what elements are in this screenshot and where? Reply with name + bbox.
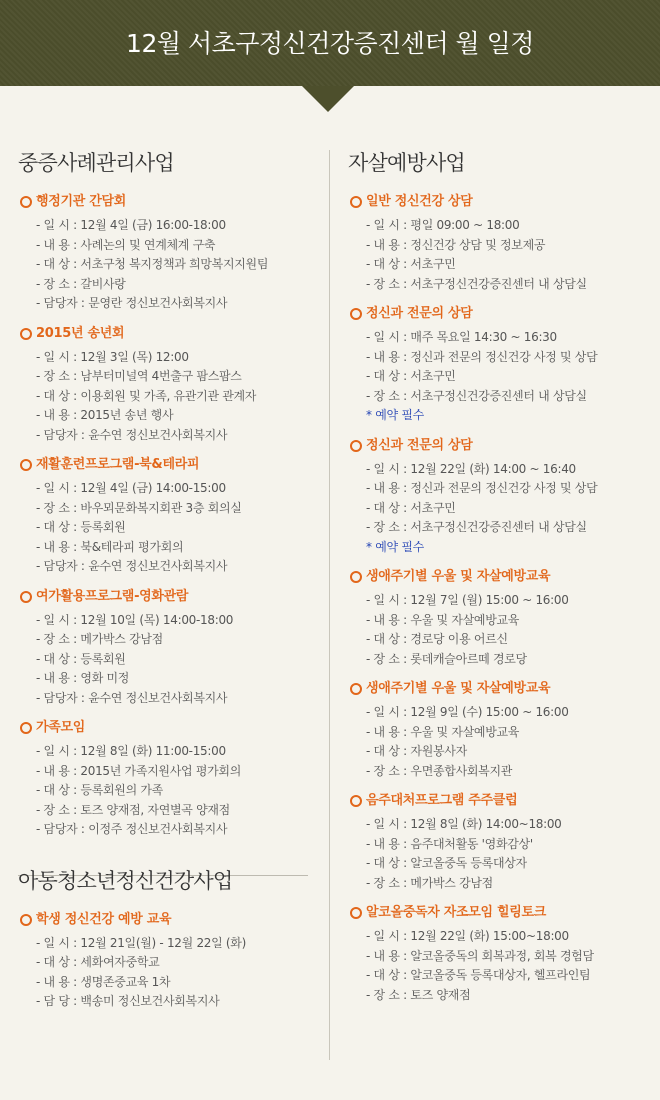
detail-line: - 담당자 : 윤수연 정신보건사회복지사 <box>36 427 228 442</box>
right-column <box>348 148 648 1015</box>
schedule-item <box>348 304 648 426</box>
detail-line: - 담당자 : 문영란 정신보건사회복지사 <box>36 296 228 310</box>
detail-line: - 장 소 : 갈비사랑 <box>36 276 126 291</box>
section-title: 자살예방사업 <box>348 151 465 175</box>
detail-line: - 대 상 : 서초구민 <box>366 369 456 383</box>
detail-line: - 일 시 : 12월 22일 (화) 14:00 ~ 16:40 <box>366 461 576 476</box>
circle-bullet-icon <box>350 795 362 807</box>
detail-line: - 일 시 : 12월 8일 (화) 14:00~18:00 <box>366 817 562 831</box>
detail-line: - 담당자 : 이정주 정신보건사회복지사 <box>36 822 228 836</box>
event-details <box>348 927 648 1005</box>
circle-bullet-icon <box>350 308 362 320</box>
detail-line: - 담당자 : 윤수연 정신보건사회복지사 <box>36 690 228 705</box>
event-details <box>18 216 310 314</box>
detail-line: - 일 시 : 12월 4일 (금) 14:00-15:00 <box>36 481 226 495</box>
event-details <box>348 328 648 426</box>
detail-line: - 내 용 : 정신과 전문의 정신건강 사정 및 상담 <box>366 349 598 364</box>
circle-bullet-icon <box>20 196 32 208</box>
event-title: 음주대처프로그램 주주클럽 <box>348 791 648 813</box>
event-title: 알코올중독자 자조모임 힐링토크 <box>348 903 648 925</box>
event-details <box>18 479 310 577</box>
schedule-item <box>348 192 648 294</box>
detail-line: - 장 소 : 메가박스 강남점 <box>36 632 163 646</box>
event-details <box>18 742 310 840</box>
detail-line: - 내 용 : 음주대처활동 '영화감상' <box>366 836 533 851</box>
event-details <box>348 591 648 669</box>
detail-line: - 담 당 : 백송미 정신보건사회복지사 <box>36 994 220 1008</box>
schedule-item <box>348 567 648 669</box>
detail-line: - 일 시 : 12월 9일 (수) 15:00 ~ 16:00 <box>366 705 569 719</box>
detail-line: - 내 용 : 사례논의 및 연계체계 구축 <box>36 237 216 252</box>
detail-line: - 일 시 : 12월 4일 (금) 16:00-18:00 <box>36 218 226 232</box>
detail-line: - 일 시 : 매주 목요일 14:30 ~ 16:30 <box>366 330 557 344</box>
detail-line: - 장 소 : 우면종합사회복지관 <box>366 763 513 778</box>
detail-line: - 일 시 : 12월 21일(월) - 12월 22일 (화) <box>36 935 246 950</box>
reservation-note: * 예약 필수 <box>366 539 424 554</box>
detail-line: - 대 상 : 알코올중독 등록대상자, 헬프라인팀 <box>366 968 591 982</box>
detail-line: - 장 소 : 토즈 양재점 <box>366 987 471 1002</box>
event-details <box>348 703 648 781</box>
schedule-item <box>348 436 648 558</box>
event-details <box>18 611 310 709</box>
event-title: 가족모임 <box>18 718 310 740</box>
circle-bullet-icon <box>350 683 362 695</box>
event-title: 생애주기별 우울 및 자살예방교육 <box>348 679 648 701</box>
detail-line: - 장 소 : 서초구정신건강증진센터 내 상담실 <box>366 276 587 291</box>
circle-bullet-icon <box>20 328 32 340</box>
detail-line: - 일 시 : 12월 8일 (화) 11:00-15:00 <box>36 744 226 758</box>
detail-line: - 대 상 : 자원봉사자 <box>366 744 467 758</box>
detail-line: - 대 상 : 서초구민 <box>366 257 456 271</box>
event-title: 2015년 송년회 <box>18 324 310 346</box>
detail-line: - 장 소 : 바우뫼문화복지회관 3층 회의실 <box>36 500 242 515</box>
detail-line: - 내 용 : 생명존중교육 1차 <box>36 974 171 989</box>
page-title: 12월 서초구정신건강증진센터 월 일정 <box>126 29 534 58</box>
event-title: 행정기관 간담회 <box>18 192 310 214</box>
detail-line: - 대 상 : 알코올중독 등록대상자 <box>366 856 527 870</box>
detail-line: - 대 상 : 이용회원 및 가족, 유관기관 관계자 <box>36 388 257 403</box>
detail-line: - 내 용 : 2015년 가족지원사업 평가회의 <box>36 763 241 778</box>
detail-line: - 장 소 : 서초구정신건강증진센터 내 상담실 <box>366 388 587 403</box>
detail-line: - 내 용 : 북&테라피 평가회의 <box>36 539 184 554</box>
detail-line: - 일 시 : 12월 10일 (목) 14:00-18:00 <box>36 612 234 627</box>
circle-bullet-icon <box>350 571 362 583</box>
schedule-item <box>18 910 310 1012</box>
detail-line: - 대 상 : 등록회원 <box>36 651 126 666</box>
detail-line: - 대 상 : 등록회원의 가족 <box>36 783 163 797</box>
detail-line: - 장 소 : 메가박스 강남점 <box>366 875 493 890</box>
schedule-item <box>18 455 310 577</box>
schedule-item <box>18 192 310 314</box>
schedule-item <box>348 679 648 781</box>
detail-line: - 대 상 : 세화여자중학교 <box>36 955 160 969</box>
circle-bullet-icon <box>350 196 362 208</box>
circle-bullet-icon <box>20 591 32 603</box>
detail-line: - 대 상 : 경로당 이용 어르신 <box>366 632 508 646</box>
detail-line: - 대 상 : 서초구민 <box>366 500 456 515</box>
detail-line: - 장 소 : 토즈 양재점, 자연별곡 양재점 <box>36 802 230 817</box>
detail-line: - 내 용 : 정신건강 상담 및 정보제공 <box>366 237 546 252</box>
page-header <box>0 0 660 86</box>
event-details <box>348 216 648 294</box>
detail-line: - 장 소 : 남부터미널역 4번출구 팜스팜스 <box>36 369 242 383</box>
detail-line: - 담당자 : 윤수연 정신보건사회복지사 <box>36 559 228 573</box>
detail-line: - 일 시 : 12월 7일 (월) 15:00 ~ 16:00 <box>366 593 569 607</box>
left-column <box>18 148 310 1022</box>
section-title: 아동청소년정신건강사업 <box>18 868 233 893</box>
event-title: 정신과 전문의 상담 <box>348 436 648 458</box>
event-details <box>348 460 648 558</box>
detail-line: - 대 상 : 등록회원 <box>36 520 126 534</box>
detail-line: - 내 용 : 알코올중독의 회복과정, 회복 경험담 <box>366 948 594 963</box>
section-title: 중증사례관리사업 <box>18 151 174 175</box>
detail-line: - 내 용 : 영화 미정 <box>36 671 130 685</box>
event-title: 생애주기별 우울 및 자살예방교육 <box>348 567 648 589</box>
schedule-item <box>18 324 310 446</box>
detail-line: - 일 시 : 평일 09:00 ~ 18:00 <box>366 218 520 232</box>
event-title: 재활훈련프로그램-북&테라피 <box>18 455 310 477</box>
column-divider <box>329 150 330 1060</box>
detail-line: - 장 소 : 서초구정신건강증진센터 내 상담실 <box>366 520 587 534</box>
detail-line: - 내 용 : 우울 및 자살예방교육 <box>366 612 520 627</box>
detail-line: - 대 상 : 서초구청 복지정책과 희망복지지원팀 <box>36 257 269 271</box>
schedule-item <box>18 587 310 709</box>
detail-line: - 일 시 : 12월 22일 (화) 15:00~18:00 <box>366 929 569 943</box>
header-arrow-icon <box>302 86 354 112</box>
schedule-item <box>18 718 310 840</box>
detail-line: - 일 시 : 12월 3일 (목) 12:00 <box>36 349 189 364</box>
event-title: 여가활용프로그램-영화관람 <box>18 587 310 609</box>
circle-bullet-icon <box>350 440 362 452</box>
schedule-item <box>348 903 648 1005</box>
event-title: 정신과 전문의 상담 <box>348 304 648 326</box>
schedule-item <box>348 791 648 893</box>
event-title: 일반 정신건강 상담 <box>348 192 648 214</box>
circle-bullet-icon <box>350 907 362 919</box>
detail-line: - 내 용 : 2015년 송년 행사 <box>36 408 174 422</box>
reservation-note: * 예약 필수 <box>366 408 424 422</box>
circle-bullet-icon <box>20 914 32 926</box>
circle-bullet-icon <box>20 722 32 734</box>
event-details <box>18 934 310 1012</box>
detail-line: - 내 용 : 우울 및 자살예방교육 <box>366 724 520 739</box>
detail-line: - 장 소 : 롯데캐슬아르떼 경로당 <box>366 651 527 666</box>
event-details <box>18 348 310 446</box>
detail-line: - 내 용 : 정신과 전문의 정신건강 사정 및 상담 <box>366 481 598 495</box>
event-details <box>348 815 648 893</box>
circle-bullet-icon <box>20 459 32 471</box>
event-title: 학생 정신건강 예방 교육 <box>18 910 310 932</box>
